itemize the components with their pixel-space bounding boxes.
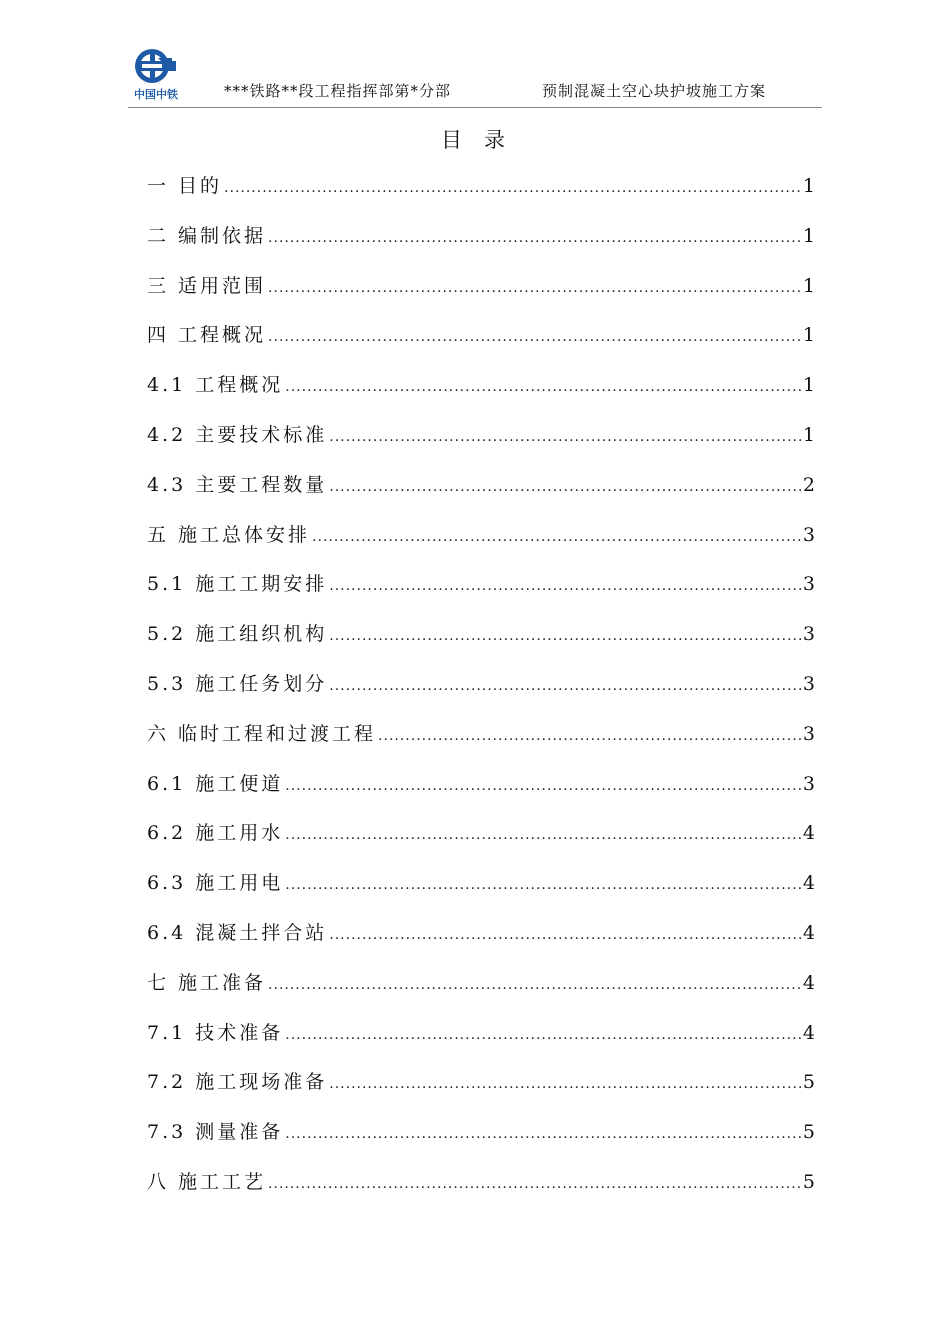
toc-entry-label: 七 施工准备 [147,971,267,994]
toc-entry-page: 4 [802,872,815,895]
toc-entry[interactable] [147,819,815,869]
toc-entry-page: 3 [802,722,815,745]
toc-entry-label: 四 工程概况 [147,324,267,347]
toc-leader-dots [285,871,801,899]
toc-entry-page: 4 [802,822,815,845]
toc-entry-label: 4.2 主要技术标准 [147,423,328,446]
toc-entry-page: 3 [802,672,815,695]
toc-entry-label: 6.4 混凝土拌合站 [147,921,328,944]
logo-caption: 中国中铁 [134,88,178,101]
toc-entry[interactable] [147,471,815,521]
toc-entry[interactable] [147,620,815,670]
toc-entry[interactable] [147,421,815,471]
toc-leader-dots [285,772,801,800]
toc-entry[interactable] [147,720,815,770]
toc-entry-page: 3 [802,772,815,795]
toc-entry-label: 六 临时工程和过渡工程 [147,722,377,745]
toc-leader-dots [285,373,801,401]
toc-entry-label: 八 施工工艺 [147,1170,267,1193]
toc-entry[interactable] [147,1168,815,1218]
toc-entry-label: 5.1 施工工期安排 [147,573,328,596]
toc-entry-label: 三 适用范围 [147,274,267,297]
toc-entry-page: 3 [802,523,815,546]
header-divider [128,107,822,108]
toc-entry-label: 7.1 技术准备 [147,1021,284,1044]
toc-leader-dots [268,971,801,999]
toc-entry[interactable] [147,969,815,1019]
toc-entry-label: 7.2 施工现场准备 [147,1071,328,1094]
toc-entry[interactable] [147,869,815,919]
toc-entry-page: 5 [802,1121,815,1144]
toc-entry[interactable] [147,670,815,720]
toc-entry-page: 3 [802,573,815,596]
toc-entry[interactable] [147,1068,815,1118]
toc-entry[interactable] [147,1019,815,1069]
toc-entry-page: 4 [802,921,815,944]
toc-entry-page: 5 [802,1170,815,1193]
toc-entry-label: 4.3 主要工程数量 [147,473,328,496]
toc-leader-dots [285,1021,801,1049]
toc-leader-dots [312,523,801,551]
toc-leader-dots [285,821,801,849]
toc-leader-dots [329,672,801,700]
toc-entry-label: 5.3 施工任务划分 [147,672,328,695]
toc-entry-page: 1 [802,175,815,197]
toc-entry-page: 1 [802,374,815,397]
toc-entry-label: 一 目的 [147,175,223,197]
toc-entry-label: 6.1 施工便道 [147,772,284,795]
header-document-title: 预制混凝土空心块护坡施工方案 [542,82,767,100]
toc-leader-dots [268,323,801,351]
toc-entry-label: 二 编制依据 [147,224,267,247]
toc-entry-label: 5.2 施工组织机构 [147,623,328,646]
toc-entry[interactable] [147,371,815,421]
toc-leader-dots [329,423,801,451]
toc-entry[interactable] [147,272,815,322]
toc-entry[interactable] [147,919,815,969]
toc-leader-dots [285,1120,801,1148]
toc-leader-dots [378,722,801,750]
table-of-contents [147,172,815,1218]
toc-entry[interactable] [147,321,815,371]
toc-leader-dots [268,1170,801,1198]
page-header [0,0,950,112]
toc-title: 目录 [441,128,527,152]
toc-entry[interactable] [147,222,815,272]
toc-entry-label: 6.2 施工用水 [147,822,284,845]
toc-leader-dots [268,224,801,252]
toc-leader-dots [329,1070,801,1098]
toc-entry-label: 4.1 工程概况 [147,374,284,397]
toc-entry[interactable] [147,521,815,571]
toc-entry-page: 3 [802,623,815,646]
toc-entry[interactable] [147,570,815,620]
toc-entry-label: 7.3 测量准备 [147,1121,284,1144]
toc-leader-dots [329,622,801,650]
toc-entry-page: 1 [802,224,815,247]
toc-leader-dots [224,174,801,202]
toc-entry[interactable] [147,1118,815,1168]
toc-entry-page: 4 [802,971,815,994]
toc-entry-label: 6.3 施工用电 [147,872,284,895]
toc-leader-dots [329,473,801,501]
toc-entry[interactable] [147,172,815,222]
toc-entry-label: 五 施工总体安排 [147,523,311,546]
toc-entry-page: 4 [802,1021,815,1044]
toc-leader-dots [329,921,801,949]
toc-entry[interactable] [147,770,815,820]
toc-entry-page: 1 [802,274,815,297]
toc-entry-page: 1 [802,324,815,347]
header-organization: ***铁路**段工程指挥部第*分部 [224,82,452,100]
toc-leader-dots [329,572,801,600]
toc-entry-page: 2 [802,473,815,496]
toc-entry-page: 5 [802,1071,815,1094]
toc-leader-dots [268,274,801,302]
toc-entry-page: 1 [802,423,815,446]
